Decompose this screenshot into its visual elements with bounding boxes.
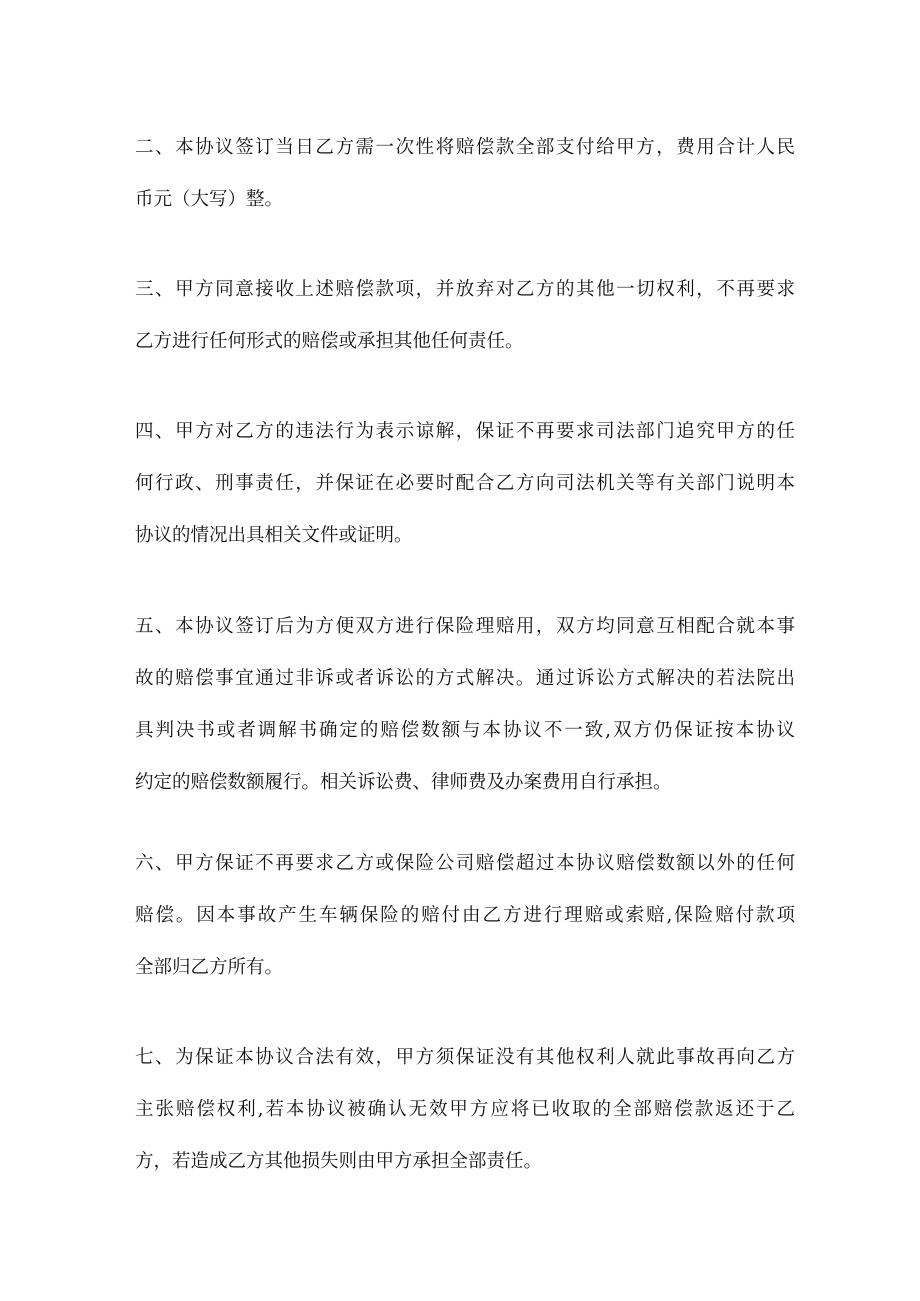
article-4	[135, 406, 795, 562]
article-7	[135, 1032, 795, 1188]
article-line: 乙方进行任何形式的赔偿或承担其他任何责任。	[135, 331, 524, 352]
article-2	[135, 122, 795, 226]
article-line: 协议的情况出具相关文件或证明。	[135, 525, 413, 546]
article-line: 二、本协议签订当日乙方需一次性将赔偿款全部支付给甲方，费用合计人民	[135, 137, 795, 158]
article-line: 约定的赔偿数额履行。相关诉讼费、律师费及办案费用自行承担。	[135, 772, 672, 793]
article-line: 五、本协议签订后为方便双方进行保险理赔用，双方均同意互相配合就本事	[135, 616, 795, 637]
article-line: 三、甲方同意接收上述赔偿款项，并放弃对乙方的其他一切权利，不再要求	[135, 279, 795, 300]
article-3	[135, 264, 795, 368]
article-6	[135, 838, 795, 994]
article-line: 何行政、刑事责任，并保证在必要时配合乙方向司法机关等有关部门说明本	[135, 473, 795, 494]
article-line: 方，若造成乙方其他损失则由甲方承担全部责任。	[135, 1151, 543, 1172]
article-line: 六、甲方保证不再要求乙方或保险公司赔偿超过本协议赔偿数额以外的任何	[135, 853, 795, 874]
article-line: 币元（大写）整。	[135, 189, 284, 210]
article-5	[135, 601, 795, 809]
article-line: 全部归乙方所有。	[135, 957, 284, 978]
article-line: 具判决书或者调解书确定的赔偿数额与本协议不一致,双方仍保证按本协议	[135, 720, 795, 741]
article-line: 赔偿。因本事故产生车辆保险的赔付由乙方进行理赔或索赔,保险赔付款项	[135, 905, 795, 926]
article-line: 主张赔偿权利,若本协议被确认无效甲方应将已收取的全部赔偿款返还于乙	[135, 1099, 795, 1120]
article-line: 七、为保证本协议合法有效，甲方须保证没有其他权利人就此事故再向乙方	[135, 1047, 795, 1068]
article-line: 故的赔偿事宜通过非诉或者诉讼的方式解决。通过诉讼方式解决的若法院出	[135, 668, 795, 689]
article-line: 四、甲方对乙方的违法行为表示谅解，保证不再要求司法部门追究甲方的任	[135, 421, 795, 442]
